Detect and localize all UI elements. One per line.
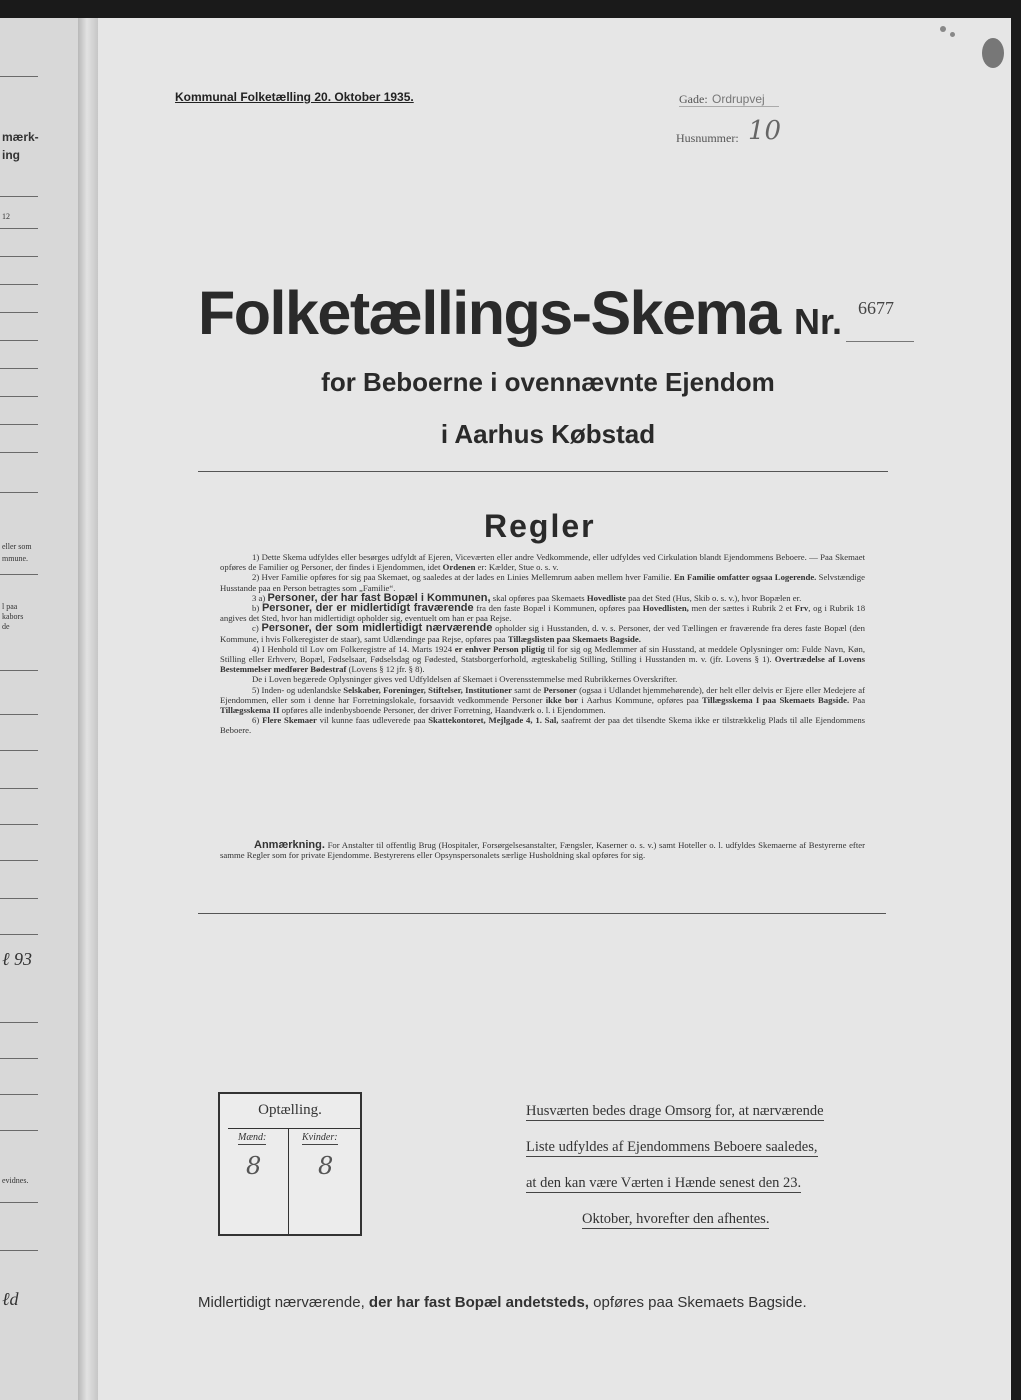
divider [0, 76, 38, 77]
left-page-text: de [2, 622, 10, 631]
divider [0, 670, 38, 671]
landlord-notice-line-4: Oktober, hvorefter den afhentes. [582, 1211, 770, 1227]
page-speck [940, 26, 946, 32]
house-number-value: 10 [748, 116, 782, 146]
note-text: For Anstalter til offentlig Brug (Hospitaler, Forsørgelsesanstalter, Fængsler, Kaserner o. s. v.) samt Hoteller o. l. udfyldes Skemaerne af Bestyrerne efter samme Regler som for private Ejendomme. Bestyrerens eller Opsynspersonalets særlige Husholdning skal opføres for sig. [220, 840, 865, 861]
house-number-label: Husnummer: [676, 131, 739, 145]
landlord-notice-line-1: Husværten bedes drage Omsorg for, at nærværende [526, 1103, 824, 1119]
rule-4: 4) I Henhold til Lov om Folkeregistre af 14. Marts 1924 er enhver Person pligtig til for sig og Medlemmer af sin Husstand, at meddele Oplysninger om: Fulde Navn, Køn, Stilling eller Erhverv, Bopæl, Fødselsaar, Fødselsdag og Fødested, Statsborgerforhold, ægteskabelig Stilling, Stilling i Husstanden m. v. (jfr. Lovens § 1). Overtrædelse af Lovens Bestemmelser medfører Bødestraf (Lovens § 12 jfr. § 8). [220, 643, 866, 675]
book-gutter [78, 18, 98, 1400]
count-box-divider [288, 1128, 289, 1234]
divider [0, 452, 38, 453]
divider [0, 860, 38, 861]
form-number-label: Nr. [794, 301, 843, 342]
men-count: 8 [246, 1152, 262, 1180]
form-title: Folketællings-Skema [198, 279, 780, 347]
rule-2: 2) Hver Familie opføres for sig paa Skemaet, og saaledes at der lades en Linies Mellemrum aaben mellem hver Familie. En Familie omfatter ogsaa Logerende. Selvstændige Husstande paa en Person betragtes som „Familie“. [220, 572, 866, 593]
census-headline: Kommunal Folketælling 20. Oktober 1935. [175, 90, 414, 104]
rule-3c: c) Personer, der som midlertidigt nærværende opholder sig i Husstanden, d. v. s. Personer, der ved Tællingen er fraværende fra deres faste Bopæl (den Kommune, i hvis Folkeregister de staar), samt Udlændinge paa Rejse, opføres paa Tillægslisten paa Skemaets Bagside. [220, 622, 865, 644]
count-box [218, 1092, 362, 1236]
left-page-handwriting: ℓ 93 [2, 949, 32, 969]
divider [0, 1130, 38, 1131]
divider [0, 574, 38, 575]
form-number-value: 6677 [858, 298, 894, 318]
page-speck [950, 32, 955, 37]
count-box-rule [228, 1128, 360, 1129]
subtitle-town: i Aarhus Købstad [440, 419, 656, 449]
left-page-text: eller som [2, 542, 32, 551]
divider [0, 714, 38, 715]
note-paragraph [220, 840, 865, 860]
rule-3b: b) Personer, der er midlertidigt fraværende fra den faste Bopæl i Kommunen, opføres paa Hovedlisten, men der sættes i Rubrik 2 et Frv, og i Rubrik 18 angives det Sted, hvor han midlertidigt opholder sig, eventuelt om han er paa Rejse. [220, 602, 866, 624]
rules-heading: Regler [484, 508, 596, 544]
divider [0, 1094, 38, 1095]
census-form-page [98, 18, 1011, 1400]
landlord-notice-line-3: at den kan være Værten i Hænde senest den 23. [526, 1175, 802, 1191]
landlord-notice-line-2: Liste udfyldes af Ejendommens Beboere saaledes, [526, 1139, 818, 1155]
divider [0, 1250, 38, 1251]
section-divider [198, 913, 886, 914]
left-page-text: 12 [2, 212, 10, 221]
divider [0, 196, 38, 197]
divider [0, 492, 38, 493]
divider [0, 424, 38, 425]
divider [0, 284, 38, 285]
divider [0, 1202, 38, 1203]
divider [0, 312, 38, 313]
left-page-text: l paa [2, 602, 18, 611]
divider [0, 256, 38, 257]
divider [0, 228, 38, 229]
rule-3a: 3 a) Personer, der har fast Bopæl i Kommunen, skal opføres paa Skemaets Hovedliste paa det Sted (Hus, Skib o. s. v.), hvor Bopælen er. [252, 591, 802, 604]
note-label: Anmærkning. [254, 839, 325, 851]
divider [0, 934, 38, 935]
left-page-fragment [0, 18, 79, 1400]
rule-1: 1) Dette Skema udfyldes eller besørges udfyldt af Ejeren, Viceværten eller andre Vedkommende, eller udfyldes ved Cirkulation blandt Ejendommens Beboere. — Paa Skemaet opføres de Familier og Personer, der findes i Ejendommen, idet Ordenen er: Kælder, Stue o. s. v. [220, 552, 865, 573]
divider [0, 1058, 38, 1059]
divider [0, 340, 38, 341]
page-stain [982, 38, 1004, 68]
divider [0, 1022, 38, 1023]
rule-4-continued: De i Loven begærede Oplysninger gives ved Udfyldelsen af Skemaet i Overensstemmelse med Rubrikkernes Overskrifter. [252, 674, 678, 685]
divider [0, 824, 38, 825]
left-page-handwriting: ℓd [2, 1289, 19, 1309]
footer-instruction: Midlertidigt nærværende, der har fast Bopæl andetsteds, opføres paa Skemaets Bagside. [198, 1294, 807, 1311]
divider [0, 396, 38, 397]
left-page-text: ing [2, 148, 20, 162]
left-page-text: kabors [2, 612, 24, 621]
left-page-text: mærk- [2, 130, 39, 144]
divider [0, 368, 38, 369]
divider [0, 898, 38, 899]
form-number-underline [846, 341, 914, 342]
divider [0, 788, 38, 789]
street-label: Gade: [679, 92, 708, 106]
women-label: Kvinder: [302, 1132, 338, 1143]
subtitle-residents: for Beboerne i ovennævnte Ejendom [321, 367, 775, 397]
street-underline [679, 106, 779, 107]
women-count: 8 [318, 1152, 334, 1180]
street-value: Ordrupvej [712, 92, 765, 106]
rule-5: 5) Inden- og udenlandske Selskaber, Foreninger, Stiftelser, Institutioner samt de Personer (ogsaa i Udlandet hjemmehørende), der helt eller delvis er Ejere eller Medejere af Ejendommen, eller som i denne har Forretningslokale, forsaavidt vedkommende Personer ikke bor i Aarhus Kommune, opføres paa Tillægsskema I paa Skemaets Bagside. Paa Tillægsskema II opføres alle indenbysboende Personer, der driver Forretning, Haandværk o. l. i Ejendommen. [220, 684, 866, 716]
section-divider [198, 471, 888, 472]
left-page-text: evidnes. [2, 1176, 29, 1185]
rules-body [220, 552, 865, 736]
men-label: Mænd: [238, 1132, 267, 1143]
divider [0, 750, 38, 751]
count-box-title: Optælling. [258, 1102, 322, 1118]
rule-6: 6) Flere Skemaer vil kunne faas udleverede paa Skattekontoret, Mejlgade 4, 1. Sal, saafremt der paa det tilsendte Skema ikke er tilstrækkelig Plads til alle Ejendommens Beboere. [220, 715, 866, 736]
left-page-text: mmune. [2, 554, 28, 563]
